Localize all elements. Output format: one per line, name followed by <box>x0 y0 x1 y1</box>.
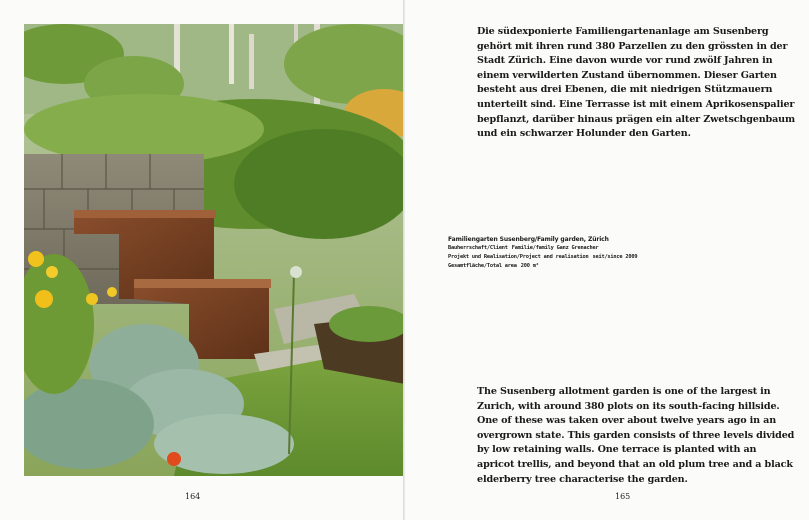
project-label: Projekt und Realisation/Project and realisation <box>448 254 589 260</box>
caption-project <box>448 253 748 262</box>
english-paragraph: The Susenberg allotment garden is one of the largest in Zurich, with around 380 plots on its south-facing hillside. One of these was taken over about twelve years ago in an overgrown state. This garden consists of three levels divided by low retaining walls. One terrace is planted with an apricot trellis, and beyond that an old plum tree and a black elderberry tree characterise the garden. <box>477 386 795 485</box>
client-label: Bauherrschaft/Client <box>448 245 508 251</box>
client-value: Familie/family Ganz Grenacher <box>511 245 599 251</box>
area-value: 200 m² <box>520 263 539 269</box>
area-label: Gesamtfläche/Total area <box>448 263 517 269</box>
project-caption <box>448 235 748 271</box>
caption-client <box>448 244 748 253</box>
garden-photo <box>24 24 405 476</box>
right-page <box>405 0 809 520</box>
german-paragraph: Die südexponierte Familiengartenanlage am Susenberg gehört mit ihren rund 380 Parzellen zu den grössten in der Stadt Zürich. Eine davon wurde vor rund zwölf Jahren in einem verwilderten Zustand übernommen. Dieser Garten besteht aus drei Ebenen, die mit niedrigen Stützmauern unterteilt sind. Eine Terrasse ist mit einem Aprikosenspalier bepflanzt, darüber hinaus prägen ein alter Zwetschgenbaum und ein schwarzer Holunder den Garten. <box>477 26 795 140</box>
page-number-right: 165 <box>615 492 631 501</box>
left-page <box>0 0 404 520</box>
caption-area <box>448 262 748 271</box>
project-value: seit/since 2009 <box>592 254 638 260</box>
page-number-left: 164 <box>185 492 201 501</box>
caption-title: Familiengarten Susenberg/Family garden, Zürich <box>448 236 609 243</box>
